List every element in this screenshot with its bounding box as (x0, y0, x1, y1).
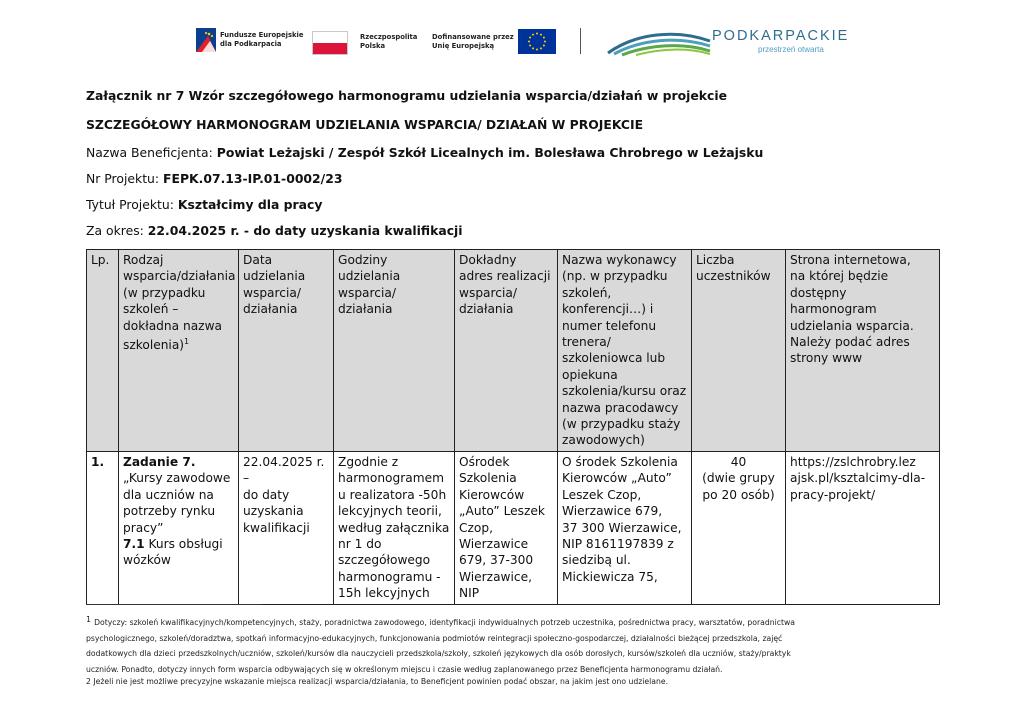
cell-godziny: Zgodnie z harmonogramem u realizatora -50h lekcyjnych teorii, według załącznika nr 1 do szczegółowego harmonogramu - 15h lekcyjnych (334, 451, 455, 604)
podkarpackie-waves-icon (606, 27, 712, 55)
main-title: SZCZEGÓŁOWY HARMONOGRAM UDZIELANIA WSPARCIA/ DZIAŁAŃ W PROJEKCIE (86, 117, 644, 132)
header-rodzaj-wsparcia: Rodzaj wsparcia/działania (w przypadku szkoleń – dokładna nazwa szkolenia)$^1$ (119, 250, 239, 452)
podkarpackie-slogan: przestrzeń otwarta (758, 45, 824, 54)
rzeczpospolita-text: Rzeczpospolita Polska (360, 33, 418, 50)
fundusze-europejskie-text: Fundusze Europejskie dla Podkarpacia (220, 31, 304, 48)
schedule-table (86, 249, 940, 605)
table-row (87, 451, 940, 604)
project-number-value: FEPK.07.13-IP.01-0002/23 (163, 171, 343, 186)
footnote-1-marker: 1 (86, 615, 92, 624)
logo-divider (580, 28, 581, 54)
polish-flag-icon (312, 31, 348, 55)
eu-funding-text: Dofinansowane przez Unię Europejską (432, 33, 514, 50)
footnote-1: $^1$ Dotyczy: szkoleń kwalifikacyjnych/kompetencyjnych, staży, poradnictwa zawodowego, identyfikacji indywidualnych potrzeb uczestnika, pośrednictwa pracy, warsztatów, poradnictwa psychologicznego, szkoleń/doradztwa, spotkań informacyjno-edukacyjnych, funkcjonowania podmiotów reintegracji społeczno-gospodarczej, działalności bieżącej przedszkola, zajęć dodatkowych dla dzieci przedszkolnych/uczniów, szkoleń/kursów dla nauczycieli przedszkola/szkoły, szkoleń językowych dla osób dorosłych, kursów/szkoleń dla uczniów, staży/praktyk uczniów. Ponadto, dotyczy innych form wsparcia odbywających się w określonym miejscu i czasie według zaplanowanego przez Beneficjenta harmonogramu działań. (86, 615, 795, 674)
header-godziny: Godziny udzielania wsparcia/ działania (334, 250, 455, 452)
beneficiary-line (86, 145, 763, 160)
cell-liczba-uczestnikow: 40 (dwie grupy po 20 osób) (692, 451, 786, 604)
cell-adres: Ośrodek Szkolenia Kierowców „Auto” Leszek Czop, Wierzawice 679, 37-300 Wierzawice, NIP (455, 451, 558, 604)
fundusze-europejskie-logo-icon (196, 28, 216, 52)
schedule-table-wrapper (86, 249, 939, 601)
project-number-line (86, 171, 342, 186)
footnote-divider (86, 604, 261, 605)
cell-strona-internetowa[interactable]: https://zslchrobry.lez ajsk.pl/ksztalcimy-dla- pracy-projekt/ (786, 451, 940, 604)
cell-data-udzielania: 22.04.2025 r. – do daty uzyskania kwalifikacji (239, 451, 334, 604)
eu-flag-icon (518, 29, 556, 54)
logo-header (0, 0, 1024, 70)
period-line (86, 223, 463, 238)
project-title-label: Tytuł Projektu: (86, 197, 178, 212)
cell-rodzaj-wsparcia: Zadanie 7. „Kursy zawodowe dla uczniów na potrzeby rynku pracy” 7.1 Kurs obsługi wózków (119, 451, 239, 604)
header-wykonawca: Nazwa wykonawcy (np. w przypadku szkoleń, konferencji…) i numer telefonu trenera/ szkoleniowca lub opiekuna szkolenia/kursu oraz nazwa pracodawcy (w przypadku staży zawodowych) (558, 250, 692, 452)
schedule-url-link[interactable]: https://zslchrobry.lez (790, 454, 916, 469)
footnote-ref-1: 1 (184, 337, 190, 347)
header-data-udzielania: Data udzielania wsparcia/ działania (239, 250, 334, 452)
podkarpackie-name: PODKARPACKIE (712, 28, 850, 44)
header-adres: Dokładny adres realizacji wsparcia/ działania (455, 250, 558, 452)
project-title-line (86, 197, 322, 212)
period-label: Za okres: (86, 223, 148, 238)
project-number-label: Nr Projektu: (86, 171, 164, 186)
cell-wykonawca: O środek Szkolenia Kierowców „Auto” Leszek Czop, Wierzawice 679, 37 300 Wierzawice, NIP 8161197839 z siedzibą ul. Mickiewicza 75, (558, 451, 692, 604)
header-lp: Lp. (87, 250, 119, 452)
project-title-value: Kształcimy dla pracy (177, 197, 323, 212)
footnote-2: 2 Jeżeli nie jest możliwe precyzyjne wskazanie miejsca realizacji wsparcia/działania, to Beneficjent powinien podać obszar, na jakim jest ono udzielane. (86, 677, 669, 686)
period-value: 22.04.2025 r. - do daty uzyskania kwalifikacji (147, 223, 463, 238)
beneficiary-value: Powiat Leżajski / Zespół Szkół Licealnych im. Bolesława Chrobrego w Leżajsku (216, 145, 764, 160)
cell-lp: 1. (87, 451, 119, 604)
beneficiary-label: Nazwa Beneficjenta: (86, 145, 217, 160)
header-liczba-uczestnikow: Liczba uczestników (692, 250, 786, 452)
annex-title: Załącznik nr 7 Wzór szczegółowego harmonogramu udzielania wsparcia/działań w projekcie (86, 88, 727, 103)
header-strona-internetowa: Strona internetowa, na której będzie dostępny harmonogram udzielania wsparcia. Należy podać adres strony www (786, 250, 940, 452)
table-header-row (87, 250, 940, 452)
